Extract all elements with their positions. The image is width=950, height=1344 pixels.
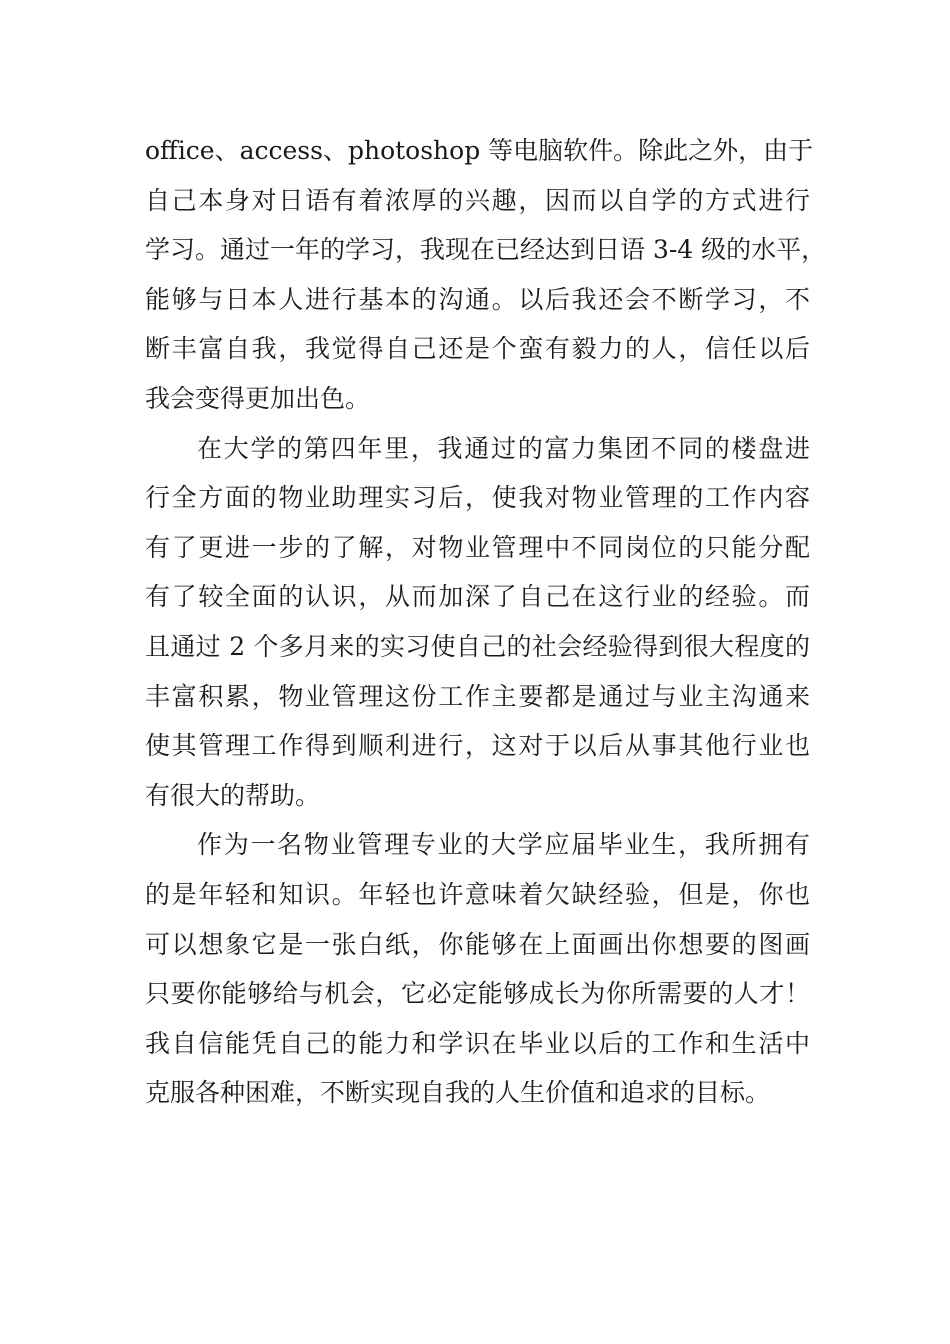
paragraph-line: 我会变得更加出色。 [145, 383, 371, 413]
paragraph-line: 学习。通过一年的学习，我现在已经达到日语 3-4 级的水平， [145, 235, 827, 265]
paragraph-line: 只要你能够给与机会，它必定能够成长为你所需要的人才！ [145, 979, 810, 1009]
paragraph-line: 使其管理工作得到顺利进行，这对于以后从事其他行业也 [145, 731, 810, 761]
paragraph-line: 能够与日本人进行基本的沟通。以后我还会不断学习，不 [145, 284, 810, 314]
paragraph-line: 自己本身对日语有着浓厚的兴趣，因而以自学的方式进行 [145, 185, 810, 215]
paragraph-line: 行全方面的物业助理实习后，使我对物业管理的工作内容 [145, 483, 810, 513]
paragraph-line: 有很大的帮助。 [145, 780, 321, 810]
paragraph-line: 可以想象它是一张白纸，你能够在上面画出你想要的图画 [145, 929, 810, 959]
paragraph-line: 断丰富自我，我觉得自己还是个蛮有毅力的人，信任以后 [145, 334, 810, 364]
paragraph-skills [145, 126, 827, 424]
document-body [145, 126, 827, 1118]
paragraph-internship [145, 424, 810, 821]
paragraph-line: 我自信能凭自己的能力和学识在毕业以后的工作和生活中 [145, 1028, 810, 1058]
paragraph-line: office、access、photoshop 等电脑软件。除此之外，由于 [145, 136, 814, 165]
paragraph-line: 且通过 2 个多月来的实习使自己的社会经验得到很大程度的 [145, 631, 810, 661]
paragraph-conclusion [145, 820, 810, 1118]
paragraph-line: 有了更进一步的了解，对物业管理中不同岗位的只能分配 [145, 532, 810, 562]
paragraph-line: 丰富积累，物业管理这份工作主要都是通过与业主沟通来 [145, 681, 810, 711]
paragraph-line: 克服各种困难，不断实现自我的人生价值和追求的目标。 [145, 1078, 771, 1108]
paragraph-line: 的是年轻和知识。年轻也许意味着欠缺经验，但是，你也 [145, 879, 810, 909]
paragraph-line: 有了较全面的认识，从而加深了自己在这行业的经验。而 [145, 582, 810, 612]
paragraph-line: 在大学的第四年里，我通过的富力集团不同的楼盘进 [197, 433, 810, 463]
paragraph-line: 作为一名物业管理专业的大学应届毕业生，我所拥有 [197, 830, 810, 860]
